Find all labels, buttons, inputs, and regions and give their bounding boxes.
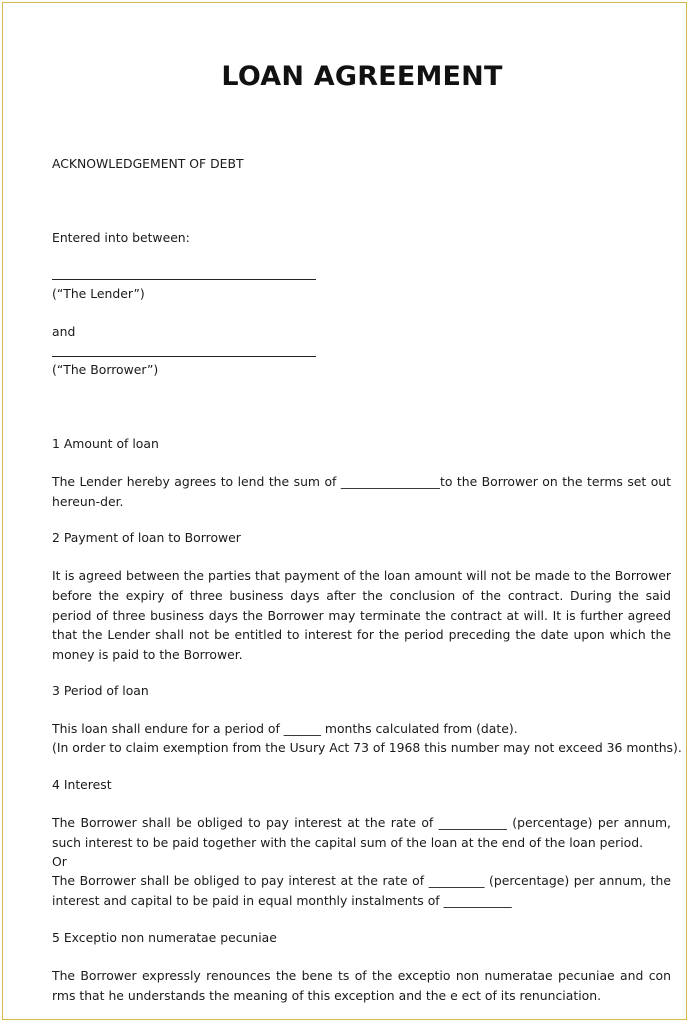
section-body: The Borrower shall be obliged to pay interest at the rate of _________ (percentage) per annum, the interest and capital to be paid in equal monthly instalments of ___________ [52,873,671,908]
borrower-name-line [52,356,316,357]
and-text: and [52,324,76,339]
section-body-note: (In order to claim exemption from the Usury Act 73 of 1968 this number may not exceed 36 months). [52,740,682,755]
document-subtitle: ACKNOWLEDGEMENT OF DEBT [52,156,244,171]
borrower-label: (“The Borrower”) [52,362,159,377]
document-page [2,2,687,1020]
section-heading: 2 Payment of loan to Borrower [52,530,241,545]
section-body: The Lender hereby agrees to lend the sum of ________________to the Borrower on the terms set out hereun-der. [52,474,671,509]
lender-name-line [52,279,316,280]
document-title: LOAN AGREEMENT [221,61,503,92]
section-heading: 4 Interest [52,777,112,792]
section-body-line: This loan shall endure for a period of ______ months calculated from (date). [52,721,518,736]
lender-label: (“The Lender”) [52,286,145,301]
entered-into-text: Entered into between: [52,230,190,245]
section-heading: 3 Period of loan [52,683,149,698]
or-text: Or [52,854,67,869]
section-heading: 5 Exceptio non numeratae pecuniae [52,930,277,945]
section-body: It is agreed between the parties that payment of the loan amount will not be made to the Borrower before the expiry of three business days after the conclusion of the contract. During the said period of three business days the Borrower may terminate the contract at will. It is further agreed that the Lender shall not be entitled to interest for the period preceding the date upon which the money is paid to the Borrower. [52,568,671,663]
section-heading: 1 Amount of loan [52,436,159,451]
section-body: The Borrower expressly renounces the bene ts of the exceptio non numeratae pecuniae and con rms that he understands the meaning of this exception and the e ect of its renunciation. [52,968,671,1003]
section-body: The Borrower shall be obliged to pay interest at the rate of ___________ (percentage) per annum, such interest to be paid together with the capital sum of the loan at the end of the loan period. [52,815,671,850]
